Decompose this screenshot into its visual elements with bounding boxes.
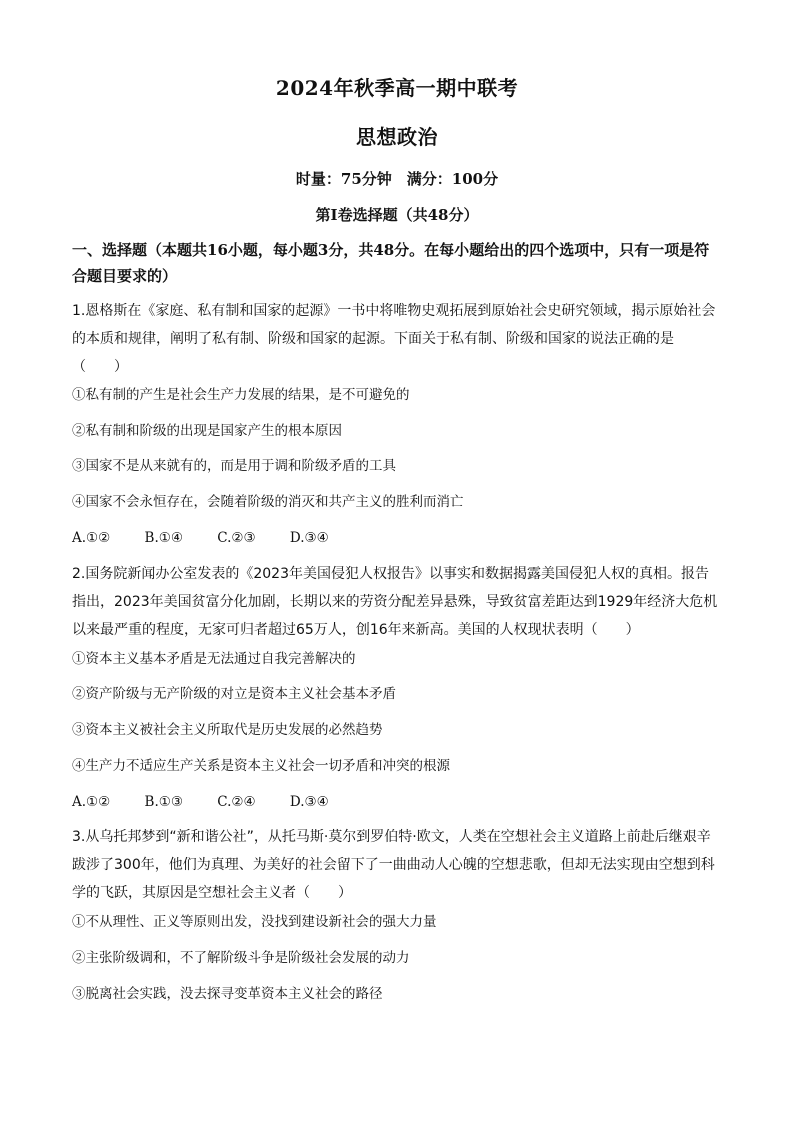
question-1-choice-d[interactable]: D.③④ — [289, 530, 329, 546]
question-3-option-3: ③脱离社会实践，没去探寻变革资本主义社会的路径 — [72, 986, 383, 1002]
question-3-option-2: ②主张阶级调和，不了解阶级斗争是阶级社会发展的动力 — [72, 950, 410, 966]
exam-title: 2024年秋季高一期中联考 — [275, 76, 519, 100]
question-2-stem: 2.国务院新闻办公室发表的《2023年美国侵犯人权报告》以事实和数据揭露美国侵犯人权的真相。报告指出，2023年美国贫富分化加剧，长期以来的劳资分配差异悬殊，导致贫富差距达到1929年经济大危机以来最严重的程度，无家可归者超过65万人，创16年来新高。美国的人权现状表明（ ） — [72, 566, 718, 638]
question-1-choices — [72, 528, 722, 548]
section-heading: 一、选择题（本题共16小题，每小题3分，共48分。在每小题给出的四个选项中，只有一项是符合题目要求的） — [72, 241, 710, 285]
question-2-option-1: ①资本主义基本矛盾是无法通过自我完善解决的 — [72, 651, 356, 667]
question-1-choice-a[interactable]: A.①② — [72, 530, 111, 546]
question-2-choice-a[interactable]: A.①② — [72, 794, 111, 810]
question-2-choice-d[interactable]: D.③④ — [289, 794, 329, 810]
question-3-option-1: ①不从理性、正义等原则出发，没找到建设新社会的强大力量 — [72, 914, 437, 930]
time-score-info: 时量：75分钟 满分：100分 — [295, 170, 499, 188]
question-2-option-4: ④生产力不适应生产关系是资本主义社会一切矛盾和冲突的根源 — [72, 758, 450, 774]
question-1-option-4: ④国家不会永恒存在，会随着阶级的消灭和共产主义的胜利而消亡 — [72, 494, 464, 510]
question-3-stem: 3.从乌托邦梦到“新和谐公社”，从托马斯·莫尔到罗伯特·欧文，人类在空想社会主义道路上前赴后继艰辛跋涉了300年，他们为真理、为美好的社会留下了一曲曲动人心魄的空想悲歌，但却无法实现由空想到科学的飞跃，其原因是空想社会主义者（ ） — [72, 829, 715, 901]
question-2-choice-c[interactable]: C.②④ — [217, 794, 256, 810]
question-2-choices — [72, 792, 722, 812]
question-1-choice-c[interactable]: C.②③ — [217, 530, 256, 546]
subject-title: 思想政治 — [356, 125, 438, 149]
question-2-option-2: ②资产阶级与无产阶级的对立是资本主义社会基本矛盾 — [72, 686, 396, 702]
question-1-stem: 1.恩格斯在《家庭、私有制和国家的起源》一书中将唯物史观拓展到原始社会史研究领域，揭示原始社会的本质和规律，阐明了私有制、阶级和国家的起源。下面关于私有制、阶级和国家的说法正确的是（ ） — [72, 303, 716, 375]
question-2-choice-b[interactable]: B.①③ — [144, 794, 183, 810]
question-1-choice-b[interactable]: B.①④ — [144, 530, 183, 546]
question-1-option-2: ②私有制和阶级的出现是国家产生的根本原因 — [72, 423, 342, 439]
question-1-option-1: ①私有制的产生是社会生产力发展的结果，是不可避免的 — [72, 387, 410, 403]
volume-heading: 第Ⅰ卷选择题（共48分） — [315, 206, 479, 224]
question-2-option-3: ③资本主义被社会主义所取代是历史发展的必然趋势 — [72, 722, 383, 738]
question-1-option-3: ③国家不是从来就有的，而是用于调和阶级矛盾的工具 — [72, 458, 396, 474]
